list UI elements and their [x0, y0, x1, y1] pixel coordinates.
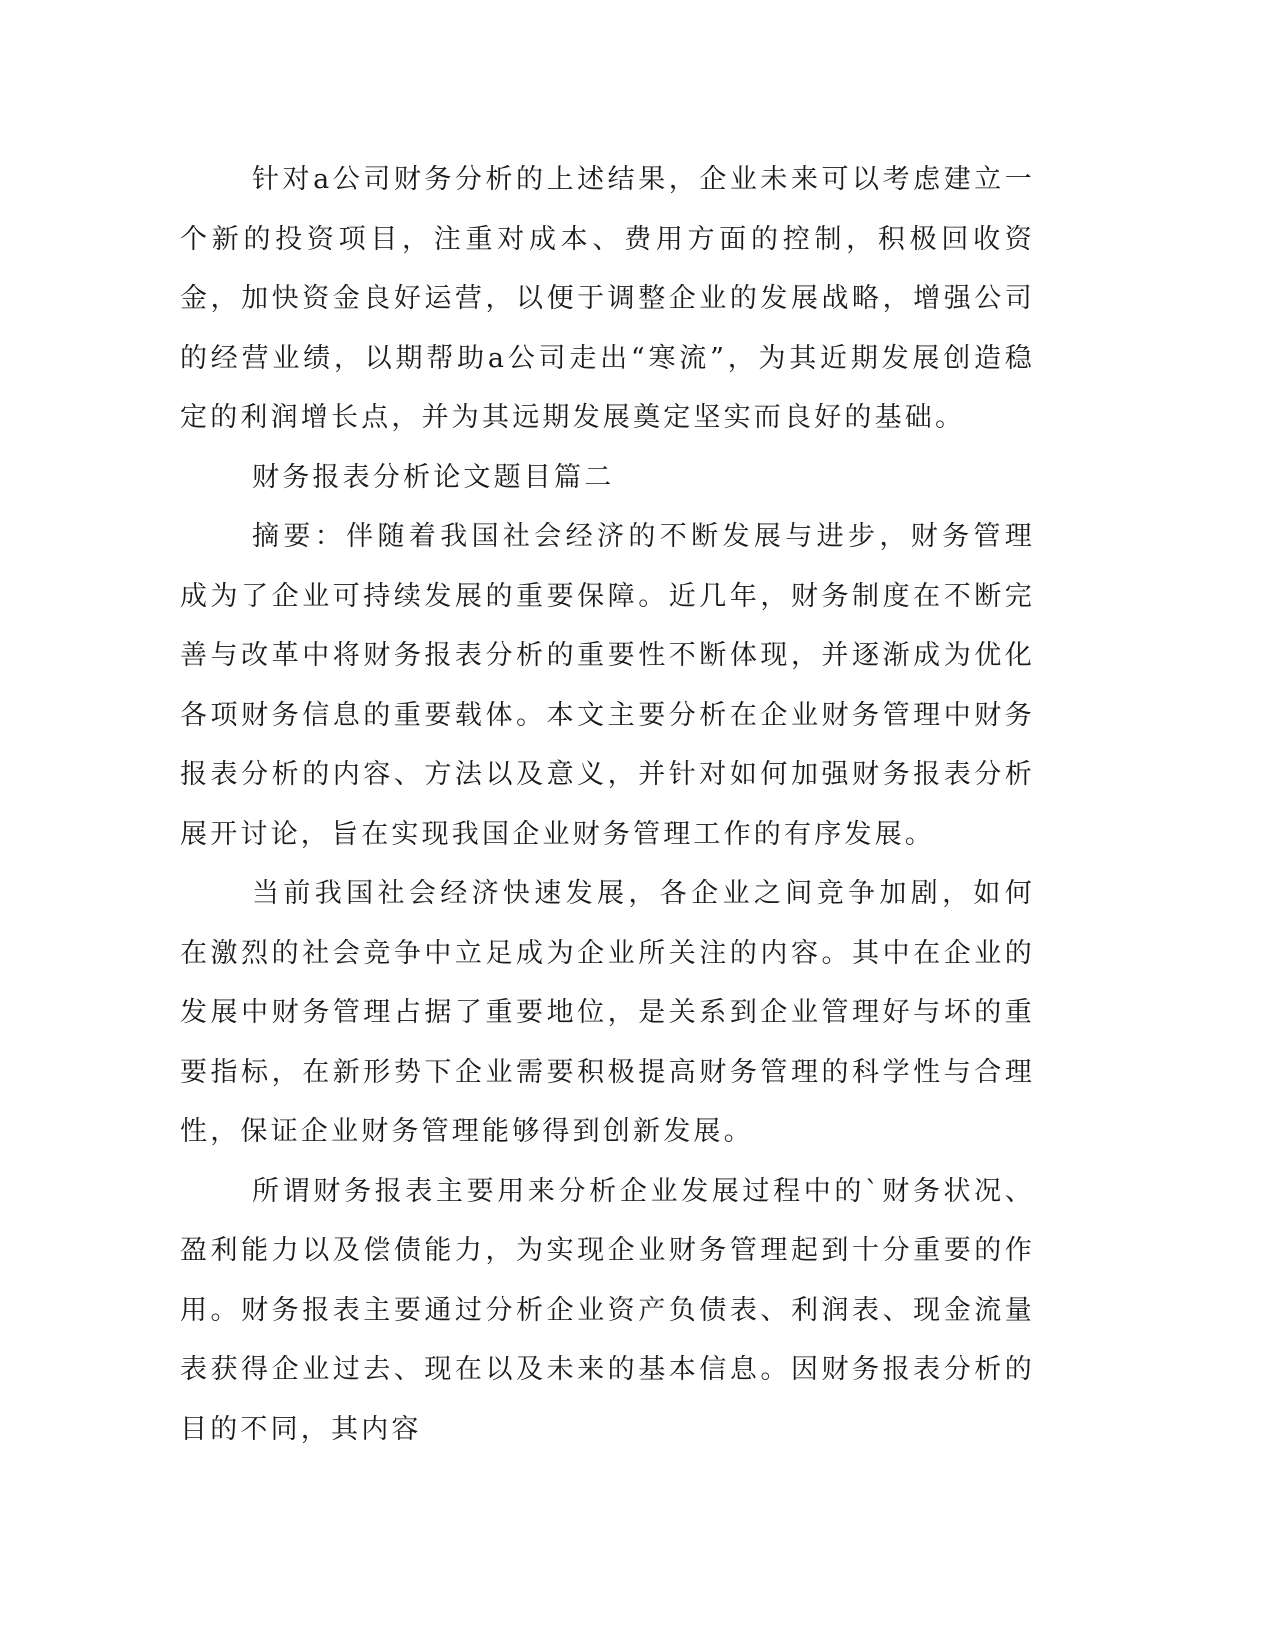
section-heading: 财务报表分析论文题目篇二	[252, 461, 615, 493]
paragraph-definition: 所谓财务报表主要用来分析企业发展过程中的`财务状况、盈利能力以及偿债能力，为实现企业财务管理起到十分重要的作用。财务报表主要通过分析企业资产负债表、利润表、现金流量表获得企业过去、现在以及未来的基本信息。因财务报表分析的目的不同，其内容	[180, 1175, 1035, 1445]
paragraph-conclusion: 针对a公司财务分析的上述结果，企业未来可以考虑建立一个新的投资项目，注重对成本、费用方面的控制，积极回收资金，加快资金良好运营，以便于调整企业的发展战略，增强公司的经营业绩，以期帮助a公司走出“寒流”，为其近期发展创造稳定的利润增长点，并为其远期发展奠定坚实而良好的基础。	[180, 164, 1035, 433]
paragraph-abstract: 摘要：伴随着我国社会经济的不断发展与进步，财务管理成为了企业可持续发展的重要保障。近几年，财务制度在不断完善与改革中将财务报表分析的重要性不断体现，并逐渐成为优化各项财务信息的重要载体。本文主要分析在企业财务管理中财务报表分析的内容、方法以及意义，并针对如何加强财务报表分析展开讨论，旨在实现我国企业财务管理工作的有序发展。	[180, 521, 1035, 850]
paragraph-intro: 当前我国社会经济快速发展，各企业之间竞争加剧，如何在激烈的社会竞争中立足成为企业所关注的内容。其中在企业的发展中财务管理占据了重要地位，是关系到企业管理好与坏的重要指标，在新形势下企业需要积极提高财务管理的科学性与合理性，保证企业财务管理能够得到创新发展。	[180, 878, 1035, 1147]
document-page	[180, 150, 1035, 1450]
